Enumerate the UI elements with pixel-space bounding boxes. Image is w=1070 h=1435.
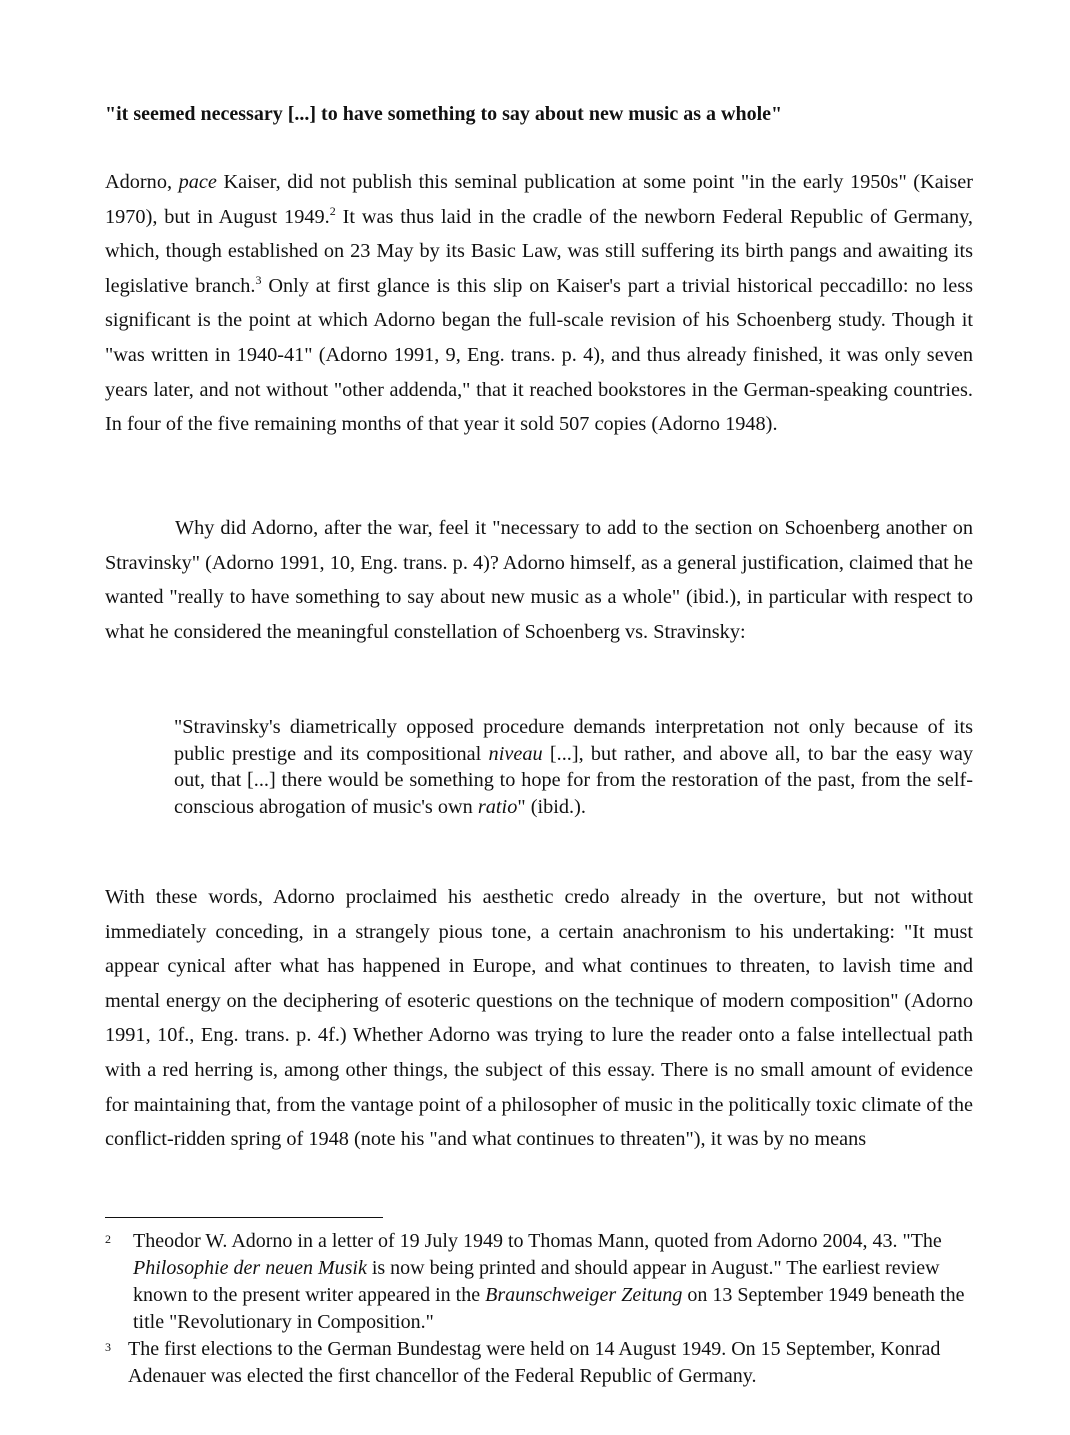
section-heading: "it seemed necessary [...] to have something to say about new music as a whole"	[105, 103, 783, 125]
italic-niveau: niveau	[488, 742, 543, 765]
italic-book-title: Philosophie der neuen Musik	[133, 1257, 367, 1279]
footnote-separator	[105, 1217, 383, 1218]
footnote-text: Theodor W. Adorno in a letter of 19 July 1949 to Thomas Mann, quoted from Adorno 2004, 43. "The Philosophie der neuen Musik is now being printed and should appear in August." The earliest review known to the present writer appeared in the Braunschweiger Zeitung on 13 September 1949 beneath the title "Revolutionary in Composition."	[133, 1230, 965, 1333]
footnote-ref-2[interactable]: 2	[329, 203, 336, 218]
italic-ratio: ratio	[477, 795, 518, 818]
paragraph-1: Adorno, pace Kaiser, did not publish this seminal publication at some point "in the early 1950s" (Kaiser 1970), but in August 1949.$^2$ It was thus laid in the cradle of the newborn Federal Republic of Germany, which, though established on 23 May by its Basic Law, was still suffering its birth pangs and awaiting its legislative branch.$^3$ Only at first glance is this slip on Kaiser's part a trivial historical peccadillo: no less significant is the point at which Adorno began the full-scale revision of his Schoenberg study. Though it "was written in 1940-41" (Adorno 1991, 9, Eng. trans. p. 4), and thus already finished, it was only seven years later, and not without "other addenda," that it reached bookstores in the German-speaking countries. In four of the five remaining months of that year it sold 507 copies (Adorno 1948).	[105, 171, 973, 436]
block-quote: "Stravinsky's diametrically opposed procedure demands interpretation not only because of its public prestige and its compositional niveau [...], but rather, and above all, to bar the easy way out, that [...] there would be something to hope for from the restoration of the past, from the self-conscious abrogation of music's own ratio" (ibid.).	[174, 716, 973, 818]
italic-newspaper-title: Braunschweiger Zeitung	[485, 1284, 683, 1306]
paragraph-3: With these words, Adorno proclaimed his aesthetic credo already in the overture, but not without immediately conceding, in a strangely pious tone, a certain anachronism to his undertaking: "It must appear cynical after what has happened in Europe, and what continues to threaten, to lavish time and mental energy on the deciphering of esoteric questions on the technique of modern composition" (Adorno 1991, 10f., Eng. trans. p. 4f.) Whether Adorno was trying to lure the reader onto a false intellectual path with a red herring is, among other things, the subject of this essay. There is no small amount of evidence for maintaining that, from the vantage point of a philosopher of music in the politically toxic climate of the conflict-ridden spring of 1948 (note his "and what continues to threaten"), it was by no means	[105, 886, 973, 1151]
footnote-text: The first elections to the German Bundestag were held on 14 August 1949. On 15 September, Konrad Adenauer was elected the first chancellor of the Federal Republic of Germany.	[128, 1338, 941, 1387]
paragraph-2: Why did Adorno, after the war, feel it "necessary to add to the section on Schoenberg another on Stravinsky" (Adorno 1991, 10, Eng. trans. p. 4)? Adorno himself, as a general justification, claimed that he wanted "really to have something to say about new music as a whole" (ibid.), in particular with respect to what he considered the meaningful constellation of Schoenberg vs. Stravinsky:	[105, 517, 973, 643]
footnote-number: 2	[105, 1232, 111, 1246]
footnote-number: 3	[105, 1340, 111, 1354]
italic-pace: pace	[178, 171, 217, 193]
footnote-ref-3[interactable]: 3	[255, 272, 262, 287]
